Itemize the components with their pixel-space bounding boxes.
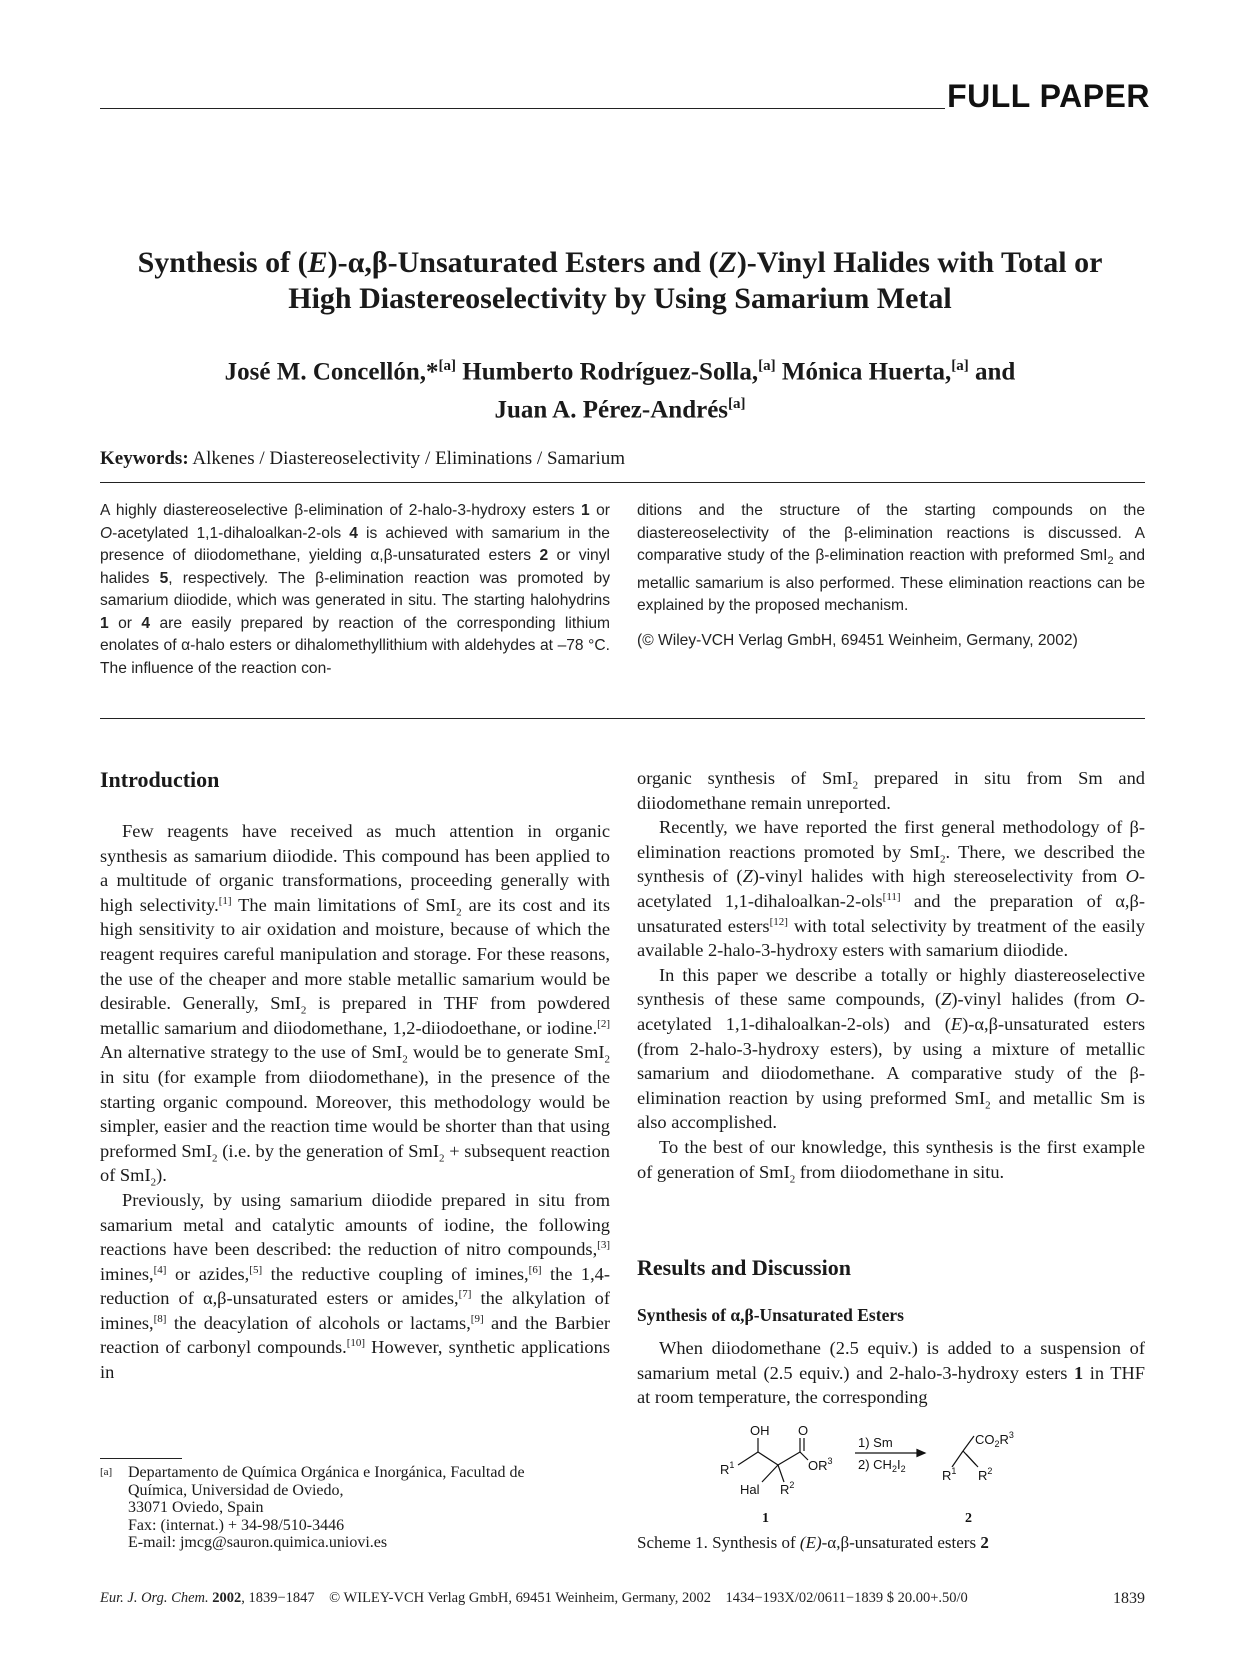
intro-paragraph-2-continued: organic synthesis of SmI$_2$ prepared in situ from Sm and diiodomethane remain unreported. bbox=[637, 768, 1145, 813]
product-r1-label: $R^1$ bbox=[942, 1466, 957, 1483]
carbonyl-o-label: O bbox=[798, 1423, 809, 1438]
footnote-line: Fax: (internat.) + 34-98/510-3446 bbox=[128, 1516, 345, 1534]
author-name: José M. Concellón,* bbox=[224, 358, 439, 386]
footnote-line: Química, Universidad de Oviedo, bbox=[128, 1481, 344, 1499]
author-list bbox=[100, 350, 1140, 427]
reagent-2: 2) $CH_2I_2$ bbox=[858, 1457, 906, 1474]
compound-1-number: 1 bbox=[762, 1511, 769, 1526]
intro-paragraph-3: Recently, we have reported the first general methodology of β-elimination reactions promoted by SmI$_2$. There, we described the synthesis of (Z)-vinyl halides with high stereoselectivity from O-acetylated 1,1-dihaloalkan-2-ols[11] and the preparation of α,β-unsaturated esters[12] with total selectivity by treatment of the easily available 2-halo-3-hydroxy esters with samarium diiodide. bbox=[637, 817, 1145, 961]
affiliation-mark: [a] bbox=[758, 358, 776, 374]
r1-label: $R^1$ bbox=[720, 1460, 735, 1477]
footnote-line: 33071 Oviedo, Spain bbox=[128, 1499, 264, 1516]
footnote-rule bbox=[100, 1458, 182, 1459]
title-line-1: Synthesis of (E)-α,β-Unsaturated Esters and (Z)-Vinyl Halides with Total or bbox=[137, 246, 1103, 279]
introduction-heading: Introduction bbox=[100, 767, 220, 792]
abstract-top-rule bbox=[100, 482, 1145, 483]
scheme-1-diagram bbox=[720, 1420, 1060, 1528]
product-r2-label: $R^2$ bbox=[978, 1466, 993, 1483]
caption-e-descriptor: (E) bbox=[799, 1533, 822, 1552]
co2r3-label: $CO_2R^3$ bbox=[975, 1430, 1014, 1449]
caption-middle: -α,β-unsaturated esters bbox=[821, 1533, 977, 1552]
scheme-1-caption bbox=[637, 1533, 989, 1553]
keywords-value: Alkenes / Diastereoselectivity / Eliminations / Samarium bbox=[192, 448, 626, 469]
abstract-right bbox=[637, 500, 1145, 664]
abstract-right-text: ditions and the structure of the starting compounds on the diastereoselectivity of the β-elimination reactions is discussed. A comparative study of the β-elimination reaction with preformed SmI$_2$ and metallic samarium is also performed. These elimination reactions can be explained by the proposed mechanism. bbox=[637, 502, 1145, 615]
abstract-left: A highly diastereoselective β-elimination of 2-halo-3-hydroxy esters 1 or O-acetylated 1,1-dihaloalkan-2-ols 4 is achieved with samarium in the presence of diiodomethane, yielding α,β-unsaturated esters 2 or vinyl halides 5, respectively. The β-elimination reaction was promoted by samarium diiodide, which was generated in situ. The starting halohydrins 1 or 4 are easily prepared by reaction of the corresponding lithium enolates of α-halo esters or dihalomethyllithium with aldehydes at –78 °C. The influence of the reaction con- bbox=[100, 502, 611, 677]
footnote-email: E-mail: jmcg@sauron.quimica.uniovi.es bbox=[128, 1534, 388, 1551]
section-label: FULL PAPER bbox=[947, 78, 1150, 114]
author-conjunction: and bbox=[975, 358, 1016, 386]
affiliation-mark: [a] bbox=[951, 358, 969, 374]
intro-paragraph-5: To the best of our knowledge, this synthesis is the first example of generation of SmI$_2$ from diiodomethane in situ. bbox=[637, 1136, 1145, 1186]
affiliation-mark: [a] bbox=[728, 396, 746, 413]
title-line-2: High Diastereoselectivity by Using Samarium Metal bbox=[288, 282, 952, 315]
author-name: Juan A. Pérez-Andrés bbox=[494, 396, 729, 424]
introduction-body-right bbox=[637, 766, 1145, 1184]
journal-year: 2002 bbox=[212, 1590, 242, 1606]
caption-prefix: Scheme 1. Synthesis of bbox=[637, 1533, 796, 1552]
issn: 1434−193X/02/0611−1839 $ 20.00+.50/0 bbox=[725, 1590, 968, 1606]
abstract-copyright: (© Wiley-VCH Verlag GmbH, 69451 Weinheim, Germany, 2002) bbox=[637, 631, 1078, 649]
page-number: 1839 bbox=[1113, 1590, 1145, 1607]
results-body bbox=[637, 1336, 1145, 1410]
introduction-body-left bbox=[100, 819, 610, 1385]
intro-paragraph-2: Previously, by using samarium diiodide prepared in situ from samarium metal and catalytic amounts of iodine, the following reactions have been described: the reduction of nitro compounds,[3] imines,[4] or azides,[5] the reductive coupling of imines,[6] the 1,4-reduction of α,β-unsaturated esters or amides,[7] the alkylation of imines,[8] the deacylation of alcohols or lactams,[9] and the Barbier reaction of carbonyl compounds.[10] However, synthetic applications in bbox=[100, 1189, 611, 1383]
author-name: Humberto Rodríguez-Solla, bbox=[462, 358, 759, 386]
r2-label: $R^2$ bbox=[780, 1480, 795, 1497]
footnote-body bbox=[128, 1464, 620, 1552]
journal-name: Eur. J. Org. Chem. bbox=[100, 1590, 209, 1606]
footnote-line: Departamento de Química Orgánica e Inorgánica, Facultad de bbox=[128, 1464, 525, 1481]
intro-paragraph-4: In this paper we describe a totally or highly diastereoselective synthesis of these same compounds, (Z)-vinyl halides (from O-acetylated 1,1-dihaloalkan-2-ols) and (E)-α,β-unsaturated esters (from 2-halo-3-hydroxy esters), by using a mixture of metallic samarium and diiodomethane. A comparative study of the β-elimination reaction by using preformed SmI$_2$ and metallic Sm is also accomplished. bbox=[637, 964, 1145, 1133]
abstract-bottom-rule bbox=[100, 718, 1145, 719]
results-heading: Results and Discussion bbox=[637, 1255, 851, 1280]
caption-compound-number: 2 bbox=[980, 1533, 989, 1552]
author-line-2 bbox=[100, 388, 1140, 426]
publisher: © WILEY-VCH Verlag GmbH, 69451 Weinheim, Germany, 2002 bbox=[329, 1590, 711, 1606]
author-line-1 bbox=[100, 350, 1140, 388]
footnote-marker: [a] bbox=[100, 1466, 113, 1478]
intro-paragraph-1: Few reagents have received as much attention in organic synthesis as samarium diiodide. This compound has been applied to a multitude of organic transformations, proceeding generally with high selectivity.[1] The main limitations of SmI$_2$ are its cost and its high sensitivity to air oxidation and moisture, because of which the reagent requires careful manipulation and storage. For these reasons, the use of the cheaper and more stable metallic samarium would be desirable. Generally, SmI$_2$ is prepared in THF from powdered metallic samarium and diiodomethane, 1,2-diiodoethane, or iodine.[2] An alternative strategy to the use of SmI$_2$ would be to generate SmI$_2$ in situ (for example from diiodomethane), in the presence of the starting organic compound. Moreover, this methodology would be simpler, easier and the reaction time would be shorter than that using preformed SmI$_2$ (i.e. by the generation of SmI$_2$ + subsequent reaction of SmI$_2$). bbox=[100, 821, 611, 1189]
results-paragraph-1: When diiodomethane (2.5 equiv.) is added to a suspension of samarium metal (2.5 equiv.) and 2-halo-3-hydroxy esters 1 in THF at room temperature, the corresponding bbox=[637, 1338, 1145, 1408]
affiliation-mark: [a] bbox=[438, 358, 457, 374]
results-subheading: Synthesis of α,β-Unsaturated Esters bbox=[637, 1305, 904, 1325]
keywords-label: Keywords: bbox=[100, 448, 189, 469]
author-name: Mónica Huerta, bbox=[781, 358, 952, 386]
reagent-1: 1) Sm bbox=[858, 1435, 893, 1450]
compound-2-number: 2 bbox=[965, 1511, 972, 1526]
oh-label: OH bbox=[750, 1423, 770, 1438]
page-footer bbox=[100, 1590, 1145, 1607]
hal-label: Hal bbox=[740, 1482, 760, 1497]
paper-title bbox=[100, 245, 1140, 317]
or3-label: $OR^3$ bbox=[808, 1456, 833, 1473]
keywords bbox=[100, 448, 625, 470]
journal-pages: , 1839−1847 bbox=[241, 1590, 315, 1606]
affiliation-footnote bbox=[100, 1464, 620, 1552]
header-rule bbox=[100, 108, 945, 109]
